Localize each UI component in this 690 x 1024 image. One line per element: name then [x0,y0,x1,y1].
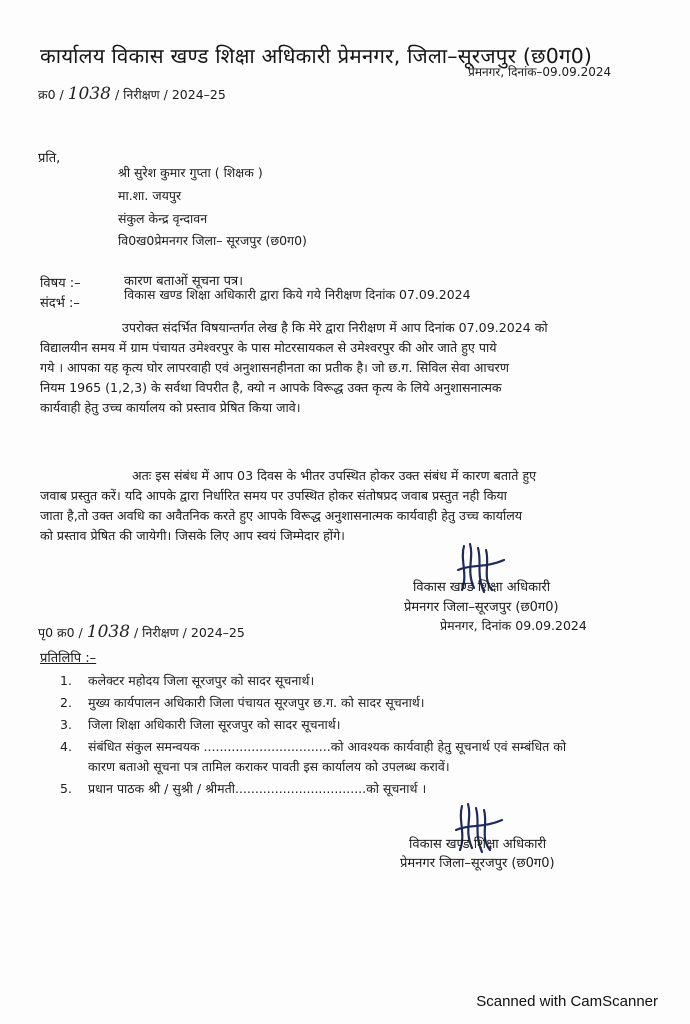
ref-prefix: क्र0 / [38,87,64,102]
reference-label: संदर्भ :– [40,296,80,311]
list-item-number: 3. [60,717,72,732]
address-line: संकुल केन्द्र वृन्दावन [118,211,208,226]
copy-reference-number [38,622,245,642]
list-item-text: जिला शिक्षा अधिकारी जिला सूरजपुर को सादर सूचनार्थ। [88,717,341,732]
list-item-text: मुख्य कार्यपालन अधिकारी जिला पंचायत सूरजपुर छ.ग. को सादर सूचनार्थ। [88,695,425,710]
ref-suffix: / निरीक्षण / 2024–25 [114,87,226,102]
paragraph-line: जाता है,तो उक्त अवधि का अवैतनिक करते हुए आपके विरूद्ध अनुशासनात्मक कार्यवाही हेतु उच्च कार्यालय [40,508,523,523]
list-item [60,738,566,755]
paragraph-line: गये । आपका यह कृत्य घोर लापरवाही एवं अनुशासनहीनता का प्रतीक है। जो छ.ग. सिविल सेवा आचरण [40,360,509,375]
list-item-number: 2. [60,695,72,710]
list-item [60,672,314,689]
list-item-number: 5. [60,781,72,796]
paragraph-line: अतः इस संबंध में आप 03 दिवस के भीतर उपस्थित होकर उक्त संबंध में कारण बताते हुए [132,468,537,483]
signature-2-designation: विकास खण्ड शिक्षा अधिकारी [409,837,547,852]
signature-1-designation: विकास खण्ड शिक्षा अधिकारी [413,580,551,595]
prati-label: प्रति, [38,151,61,166]
paragraph-line: कार्यवाही हेतु उच्च कार्यालय को प्रस्ताव प्रेषित किया जावे। [40,400,301,415]
letter-reference-number [38,84,226,104]
address-line: श्री सुरेश कुमार गुप्ता ( शिक्षक ) [118,165,263,180]
subject-text: कारण बताओं सूचना पत्र। [124,274,244,289]
paragraph-line: को प्रस्ताव प्रेषित की जायेगी। जिसके लिए आप स्वयं जिम्मेदार होंगे। [40,528,345,543]
body-paragraph-2 [40,466,652,546]
copy-ref-date: प्रेमनगर, दिनांक 09.09.2024 [440,618,587,633]
list-item-text: कलेक्टर महोदय जिला सूरजपुर को सादर सूचनार्थ। [88,673,315,688]
paragraph-line: विद्यालयीन समय में ग्राम पंचायत उमेश्वरपुर के पास मोटरसायकल से उमेश्वरपुर की ओर जाते हुए पाये [40,340,497,355]
paragraph-line: नियम 1965 (1,2,3) के सर्वथा विपरीत है, क्यो न आपके विरूद्ध उक्त कृत्य के लिये अनुशासनात्मक [40,380,502,395]
signature-2-office: प्रेमनगर जिला–सूरजपुर (छ0ग0) [400,856,555,871]
ref-handwritten-number: 1038 [67,84,111,104]
paragraph-line: जवाब प्रस्तुत करें। यदि आपके द्वारा निर्धारित समय पर उपस्थित होकर संतोषप्रद जवाब प्रस्तुत नही किया [40,488,507,503]
paragraph-line: उपरोक्त संदर्भित विषयान्तर्गत लेख है कि मेरे द्वारा निरीक्षण में आप दिनांक 07.09.2024 को [122,320,548,335]
address-line: मा.शा. जयपुर [118,188,182,203]
header-date: प्रेमनगर, दिनांक–09.09.2024 [468,65,612,79]
subject-label: विषय :– [40,276,81,291]
copy-to-label: प्रतिलिपि :– [40,651,97,666]
copy-ref-handwritten-number: 1038 [86,622,131,642]
scanner-watermark: Scanned with CamScanner [476,993,658,1010]
copy-ref-suffix: / निरीक्षण / 2024–25 [134,625,245,640]
body-paragraph-1 [40,318,652,418]
list-item [60,780,426,797]
office-heading: कार्यालय विकास खण्ड शिक्षा अधिकारी प्रेमनगर, जिला–सूरजपुर (छ0ग0) [40,44,593,68]
list-item-text: प्रधान पाठक श्री / सुश्री / श्रीमती.................................को सूचनार्थ । [88,781,427,796]
copy-ref-prefix: पृ0 क्र0 / [38,625,83,640]
list-item [60,716,340,733]
list-item-continuation [88,758,450,775]
list-item [60,694,425,711]
address-line: वि0ख0प्रेमनगर जिला– सूरजपुर (छ0ग0) [118,233,307,248]
list-item-text: संबंधित संकुल समन्वयक ................................को आवश्यक कार्यवाही हेतु सूचनार्थ एवं सम्बंधित को [88,739,567,754]
list-item-number: 4. [60,739,72,754]
list-item-number: 1. [60,673,72,688]
reference-text: विकास खण्ड शिक्षा अधिकारी द्वारा किये गये निरीक्षण दिनांक 07.09.2024 [124,287,471,302]
list-item-text: कारण बताओ सूचना पत्र तामिल कराकर पावती इस कार्यालय को उपलब्ध करावें। [88,759,450,774]
signature-1-office: प्रेमनगर जिला–सूरजपुर (छ0ग0) [404,600,559,615]
